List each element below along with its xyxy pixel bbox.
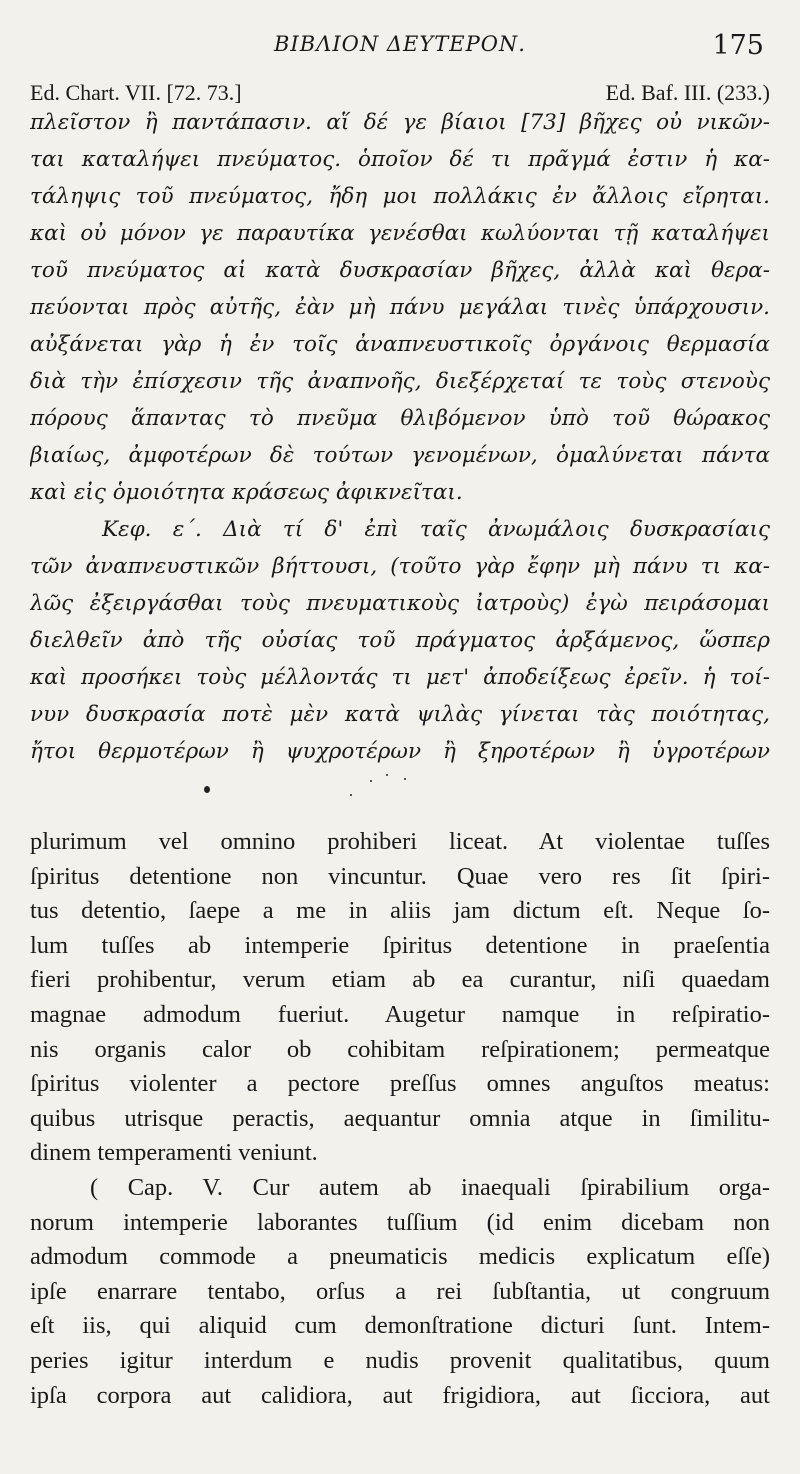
greek-line: καὶ εἰς ὁμοιότητα κράσεως ἀφικνεῖται. <box>30 480 463 505</box>
greek-line: ἤτοι θερμοτέρων ἢ ψυχροτέρων ἢ ξηροτέρων ἢ ὑγροτέρων <box>30 739 770 764</box>
latin-line: peries igitur interdum e nudis provenit qualitatibus, quum <box>30 1346 770 1374</box>
latin-line: ſpiritus violenter a pectore preſſus omnes anguſtos meatus: <box>30 1070 770 1098</box>
running-head <box>0 30 800 60</box>
latin-line: norum intemperie laborantes tuſſium (id enim dicebam non <box>30 1208 770 1236</box>
running-title: ΒΙΒΛΙΟΝ ΔΕΥΤΕΡΟΝ. <box>274 32 526 56</box>
greek-line: τάληψις τοῦ πνεύματος, ἤδη μοι πολλάκις ἐν ἄλλοις εἴρηται. <box>30 184 770 209</box>
latin-line: eſt iis, qui aliquid cum demonſtratione dicturi ſunt. Intem- <box>30 1312 770 1340</box>
edition-chartier-reference: Ed. Chart. VII. [72. 73.] <box>30 80 242 105</box>
greek-line: πεύονται πρὸς αὐτῆς, ἐὰν μὴ πάνυ μεγάλαι τινὲς ὑπάρχουσιν. <box>30 295 770 320</box>
latin-line: tus detentio, ſaepe a me in aliis jam dictum eſt. Neque ſo- <box>30 897 770 925</box>
greek-line: διὰ τὴν ἐπίσχεσιν τῆς ἀναπνοῆς, διεξέρχεταί τε τοὺς στενοὺς <box>30 369 770 394</box>
greek-line: αὐξάνεται γὰρ ἡ ἐν τοῖς ἀναπνευστικοῖς ὀργάνοις θερμασία <box>30 332 770 357</box>
greek-line: ται καταλήψει πνεύματος. ὁποῖον δέ τι πρᾶγμά ἐστιν ἡ κα- <box>30 147 770 172</box>
latin-line: ipſa corpora aut calidiora, aut frigidiora, aut ſicciora, aut <box>30 1381 770 1409</box>
latin-line: magnae admodum fueriut. Augetur namque in reſpiratio- <box>30 1000 770 1028</box>
greek-text-block <box>30 104 770 770</box>
greek-line: λῶς ἐξειργάσθαι τοὺς πνευματικοὺς ἰατροὺς) ἐγὼ πειράσομαι <box>30 591 770 616</box>
latin-line: fieri prohibentur, verum etiam ab ea curantur, niſi quaedam <box>30 966 770 994</box>
latin-line: ſpiritus detentione non vincuntur. Quae vero res ſit ſpiri- <box>30 862 770 890</box>
page-number: 175 <box>712 30 764 61</box>
greek-line: καὶ οὐ μόνον γε παραυτίκα γενέσθαι κωλύονται τῇ καταλήψει <box>30 221 770 246</box>
latin-line: dinem temperamenti veniunt. <box>30 1139 318 1167</box>
print-specks <box>190 770 430 810</box>
latin-line: lum tuſſes ab intemperie ſpiritus detentione in praeſentia <box>30 931 770 959</box>
greek-line: καὶ προσήκει τοὺς μέλλοντάς τι μετ' ἀποδείξεως ἐρεῖν. ἡ τοί- <box>30 665 770 690</box>
latin-line: nis organis calor ob cohibitam reſpirationem; permeatque <box>30 1035 770 1063</box>
greek-line: διελθεῖν ἀπὸ τῆς οὐσίας τοῦ πράγματος ἀρξάμενος, ὥσπερ <box>30 628 770 653</box>
latin-line: quibus utrisque peractis, aequantur omnia atque in ſimilitu- <box>30 1104 770 1132</box>
greek-line: τοῦ πνεύματος αἱ κατὰ δυσκρασίαν βῆχες, ἀλλὰ καὶ θερα- <box>30 258 770 283</box>
edition-basel-reference: Ed. Baf. III. (233.) <box>605 80 770 105</box>
latin-chapter-heading-line: ( Cap. V. Cur autem ab inaequali ſpirabilium orga- <box>90 1173 770 1201</box>
latin-line: plurimum vel omnino prohiberi liceat. At violentae tuſſes <box>30 828 770 855</box>
latin-text-block <box>30 825 770 1413</box>
greek-chapter-heading-line: Κεφ. ε΄. Διὰ τί δ' ἐπὶ ταῖς ἀνωμάλοις δυσκρασίαις <box>102 517 770 542</box>
latin-line: ipſe enarrare tentabo, orſus a rei ſubſtantia, ut congruum <box>30 1277 770 1305</box>
greek-line: πόρους ἅπαντας τὸ πνεῦμα θλιβόμενον ὑπὸ τοῦ θώρακος <box>30 406 770 431</box>
greek-line: βιαίως, ἀμφοτέρων δὲ τούτων γενομένων, ὁμαλύνεται πάντα <box>30 443 770 468</box>
greek-line: τῶν ἀναπνευστικῶν βήττουσι, (τοῦτο γὰρ ἔφην μὴ πάνυ τι κα- <box>30 554 770 579</box>
greek-line: νυν δυσκρασία ποτὲ μὲν κατὰ ψιλὰς γίνεται τὰς ποιότητας, <box>30 702 770 727</box>
greek-line: πλεῖστον ἢ παντάπασιν. αἵ δέ γε βίαιοι [73] βῆχες οὐ νικῶν- <box>30 110 770 135</box>
latin-line: admodum commode a pneumaticis medicis explicatum eſſe) <box>30 1243 770 1271</box>
